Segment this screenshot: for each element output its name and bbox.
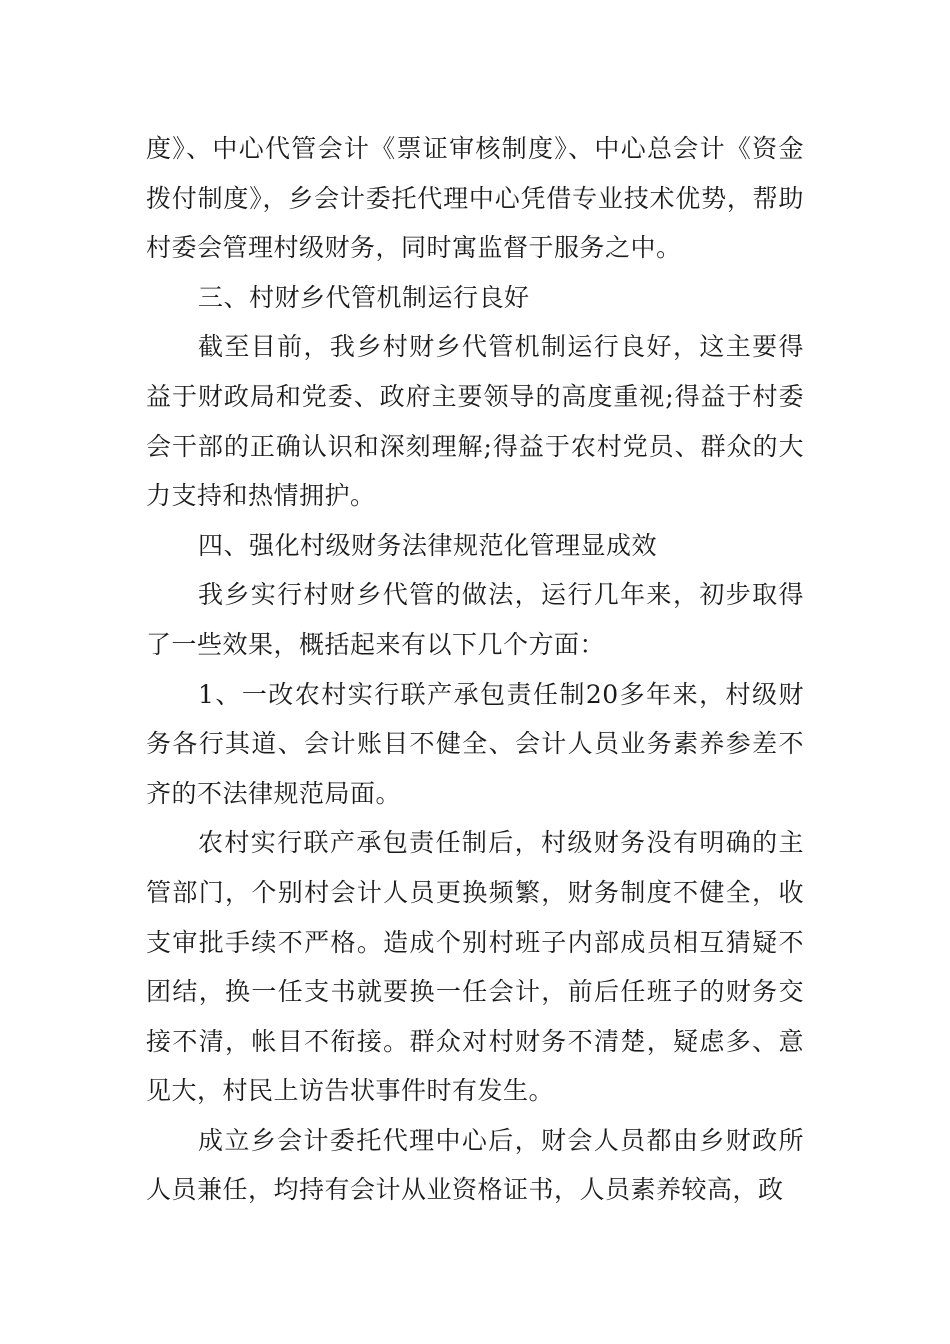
section-heading-4: 四、强化村级财务法律规范化管理显成效 xyxy=(198,530,658,560)
paragraph-after-reform: 成立乡会计委托代理中心后，财会人员都由乡财政所人员兼任，均持有会计从业资格证书，人员素养较高，政 xyxy=(146,1125,804,1205)
section-heading-3: 三、村财乡代管机制运行良好 xyxy=(198,282,530,312)
paragraph-mechanism-status: 截至目前，我乡村财乡代管机制运行良好，这主要得益于财政局和党委、政府主要领导的高度重视;得益于村委会干部的正确认识和深刻理解;得益于农村党员、群众的大力支持和热情拥护。 xyxy=(146,332,804,511)
document-body xyxy=(146,124,804,1215)
paragraph-continuation: 度》、中心代管会计《票证审核制度》、中心总会计《资金拨付制度》，乡会计委托代理中心凭借专业技术优势，帮助村委会管理村级财务，同时寓监督于服务之中。 xyxy=(146,134,804,263)
paragraph-before-reform: 农村实行联产承包责任制后，村级财务没有明确的主管部门，个别村会计人员更换频繁，财务制度不健全，收支审批手续不严格。造成个别村班子内部成员相互猜疑不团结，换一任支书就要换一任会计，前后任班子的财务交接不清，帐目不衔接。群众对村财务不清楚，疑虑多、意见大，村民上访告状事件时有发生。 xyxy=(146,828,804,1106)
paragraph-effect-1: 1、一改农村实行联产承包责任制20多年来，村级财务各行其道、会计账目不健全、会计人员业务素养参差不齐的不法律规范局面。 xyxy=(146,679,804,808)
paragraph-effects-intro: 我乡实行村财乡代管的做法，运行几年来，初步取得了一些效果，概括起来有以下几个方面： xyxy=(146,580,804,659)
